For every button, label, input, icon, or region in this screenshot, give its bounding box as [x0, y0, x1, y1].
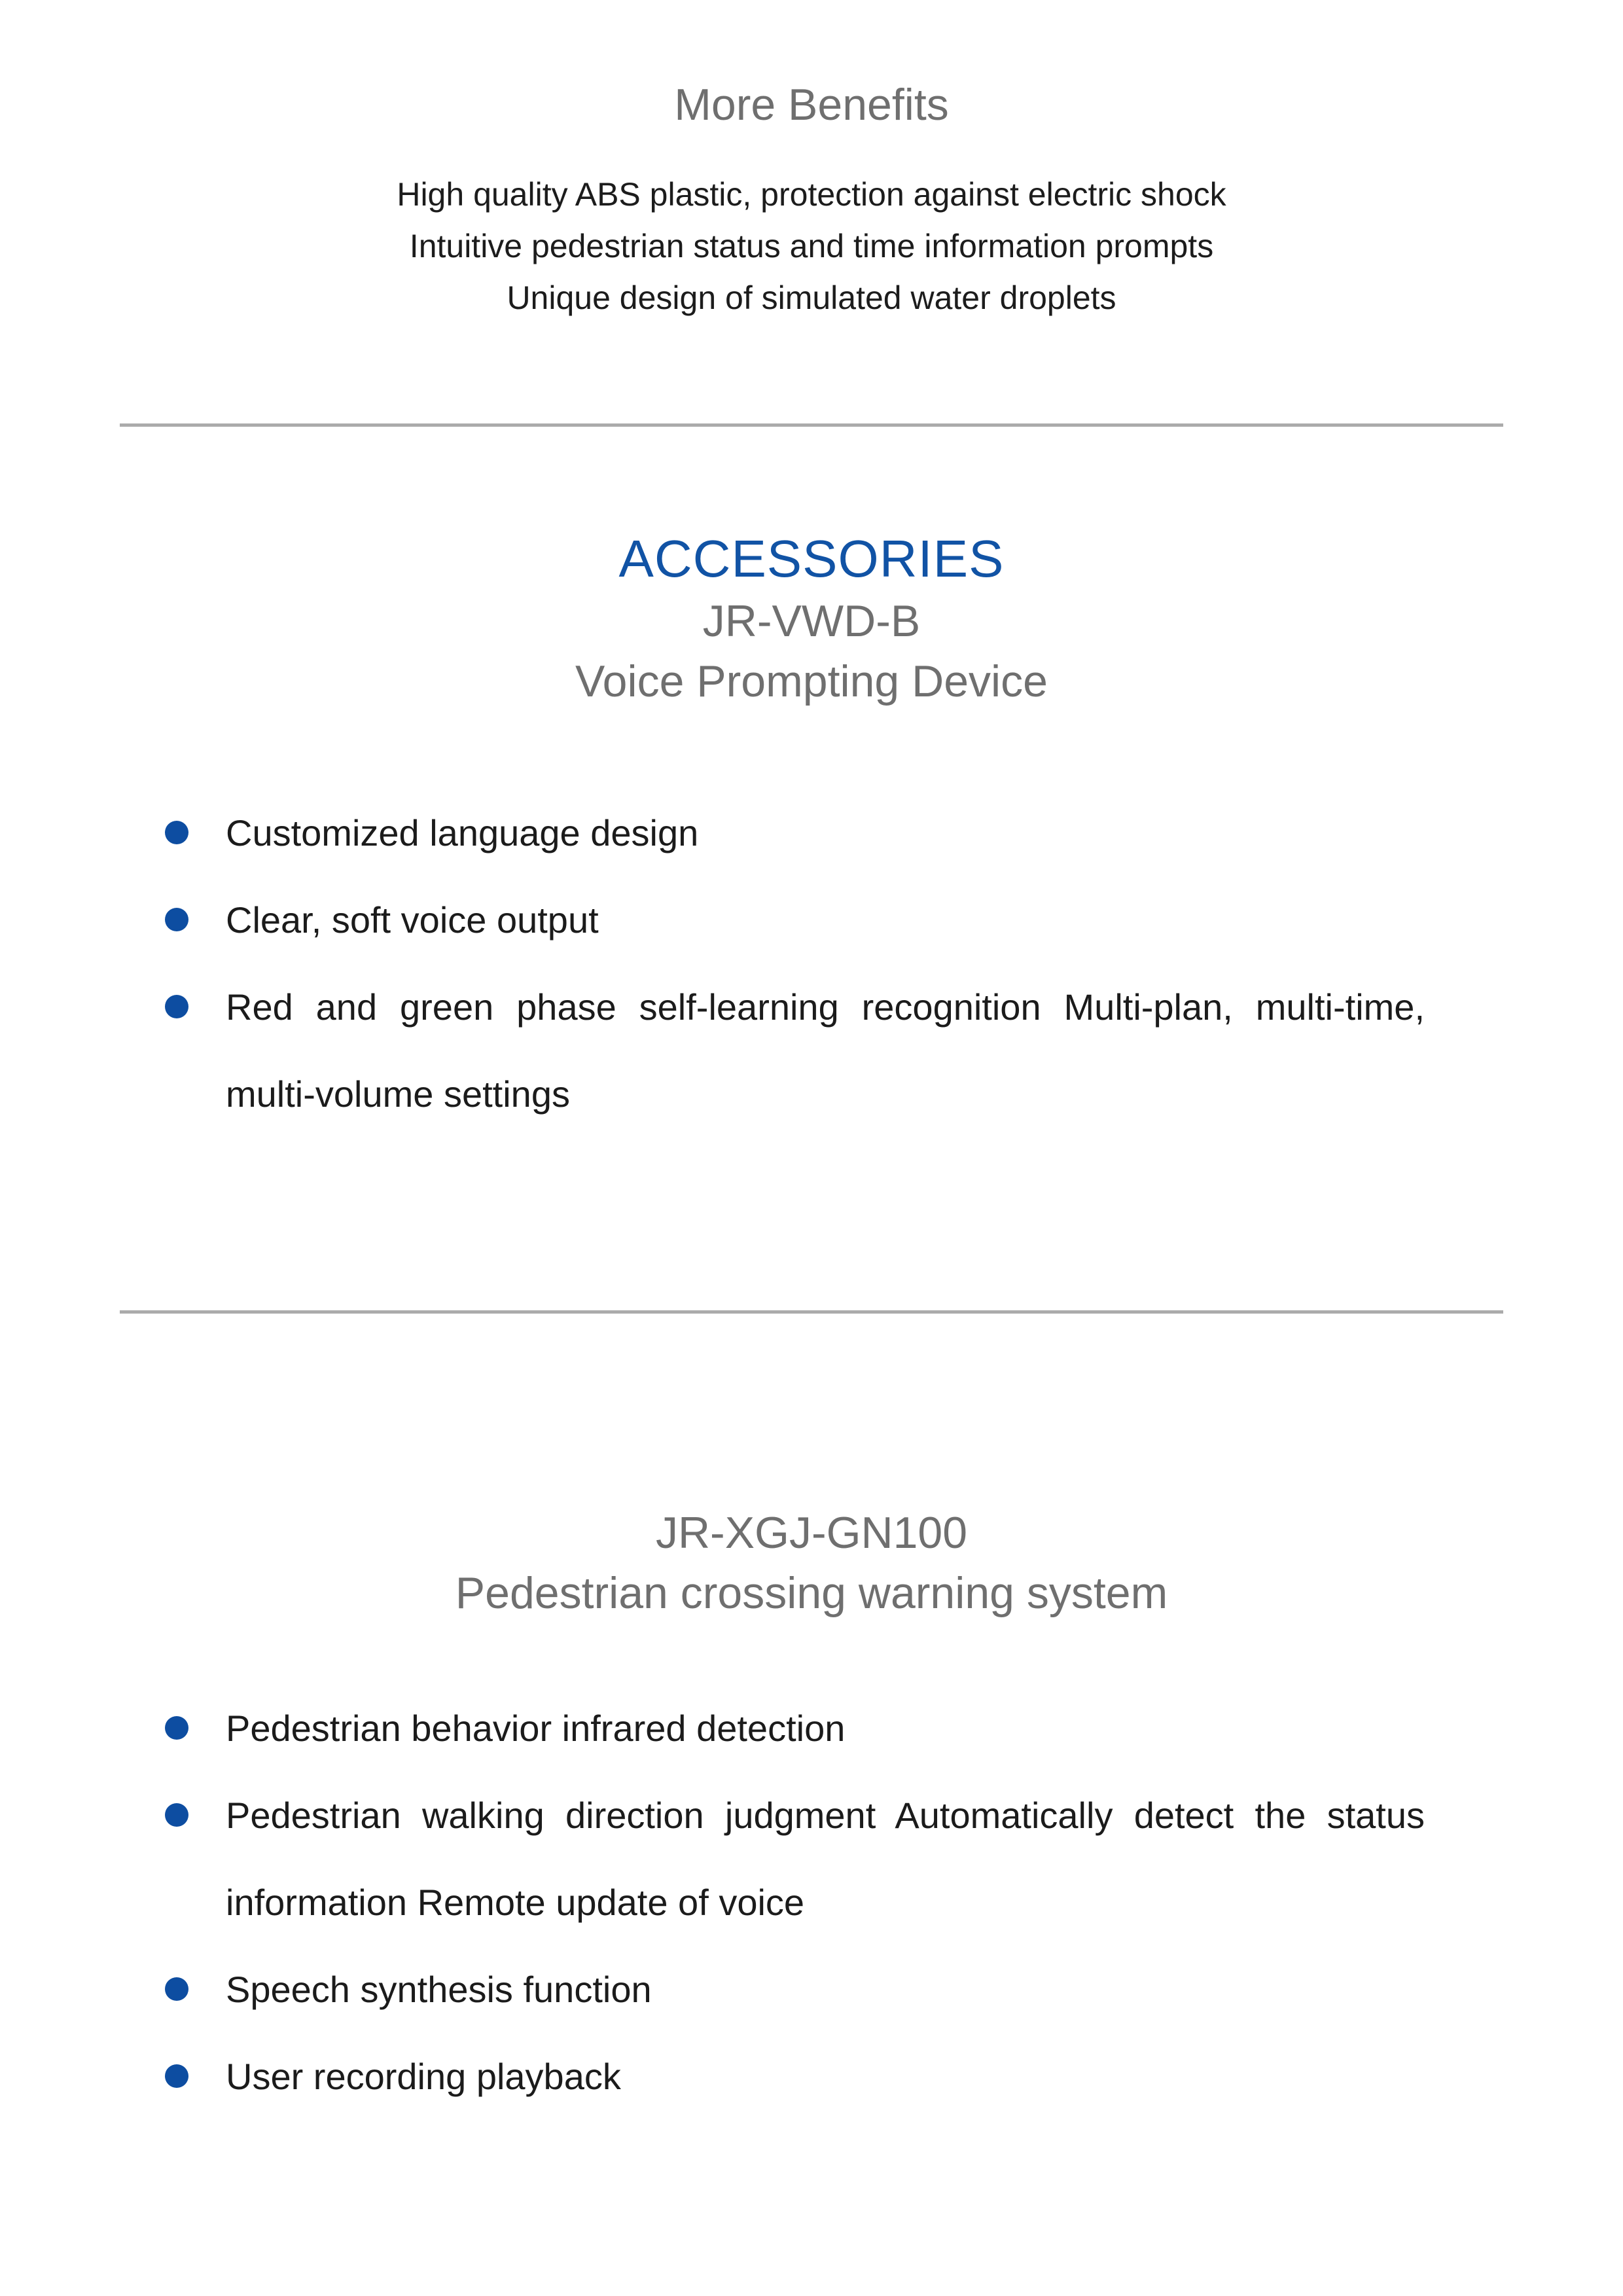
accessories-subtitle: Voice Prompting Device — [575, 656, 1048, 706]
warning-system-feature-list — [165, 1685, 1425, 2120]
bullet-icon — [165, 1977, 188, 2001]
bullet-icon — [165, 1803, 188, 1827]
feature-list-item — [165, 1772, 1425, 1946]
benefit-line: High quality ABS plastic, protection against electric shock — [397, 176, 1226, 213]
feature-list-item — [165, 1946, 1425, 2033]
section-divider — [120, 1310, 1503, 1314]
more-benefits-title: More Benefits — [674, 80, 949, 130]
feature-text: User recording playback — [226, 2056, 621, 2097]
accessories-model-name: JR-VWD-B — [702, 596, 921, 646]
bullet-icon — [165, 821, 188, 844]
bullet-icon — [165, 2064, 188, 2088]
feature-text: Pedestrian behavior infrared detection — [226, 1708, 846, 1749]
feature-text: Speech synthesis function — [226, 1969, 652, 2010]
feature-list-item — [165, 2033, 1425, 2120]
feature-list-item — [165, 1685, 1425, 1772]
feature-list-item — [165, 789, 1425, 876]
section-divider — [120, 423, 1503, 427]
warning-system-subtitle: Pedestrian crossing warning system — [455, 1568, 1168, 1618]
feature-list-item — [165, 876, 1425, 963]
feature-text: Clear, soft voice output — [226, 899, 599, 941]
warning-system-model-name: JR-XGJ-GN100 — [655, 1508, 968, 1558]
benefit-line: Intuitive pedestrian status and time information prompts — [409, 228, 1214, 264]
bullet-icon — [165, 908, 188, 931]
accessories-title: ACCESSORIES — [618, 529, 1005, 588]
feature-list-item — [165, 963, 1425, 1138]
accessories-feature-list — [165, 789, 1425, 1138]
feature-text: Red and green phase self-learning recognition Multi-plan, multi-time, multi-volume settings — [226, 986, 1425, 1115]
feature-text: Customized language design — [226, 812, 699, 853]
more-benefits-list — [0, 169, 1623, 324]
bullet-icon — [165, 995, 188, 1018]
bullet-icon — [165, 1716, 188, 1740]
benefit-line: Unique design of simulated water droplets — [507, 279, 1116, 316]
feature-text: Pedestrian walking direction judgment Automatically detect the status information Remote update of voice — [226, 1795, 1425, 1923]
